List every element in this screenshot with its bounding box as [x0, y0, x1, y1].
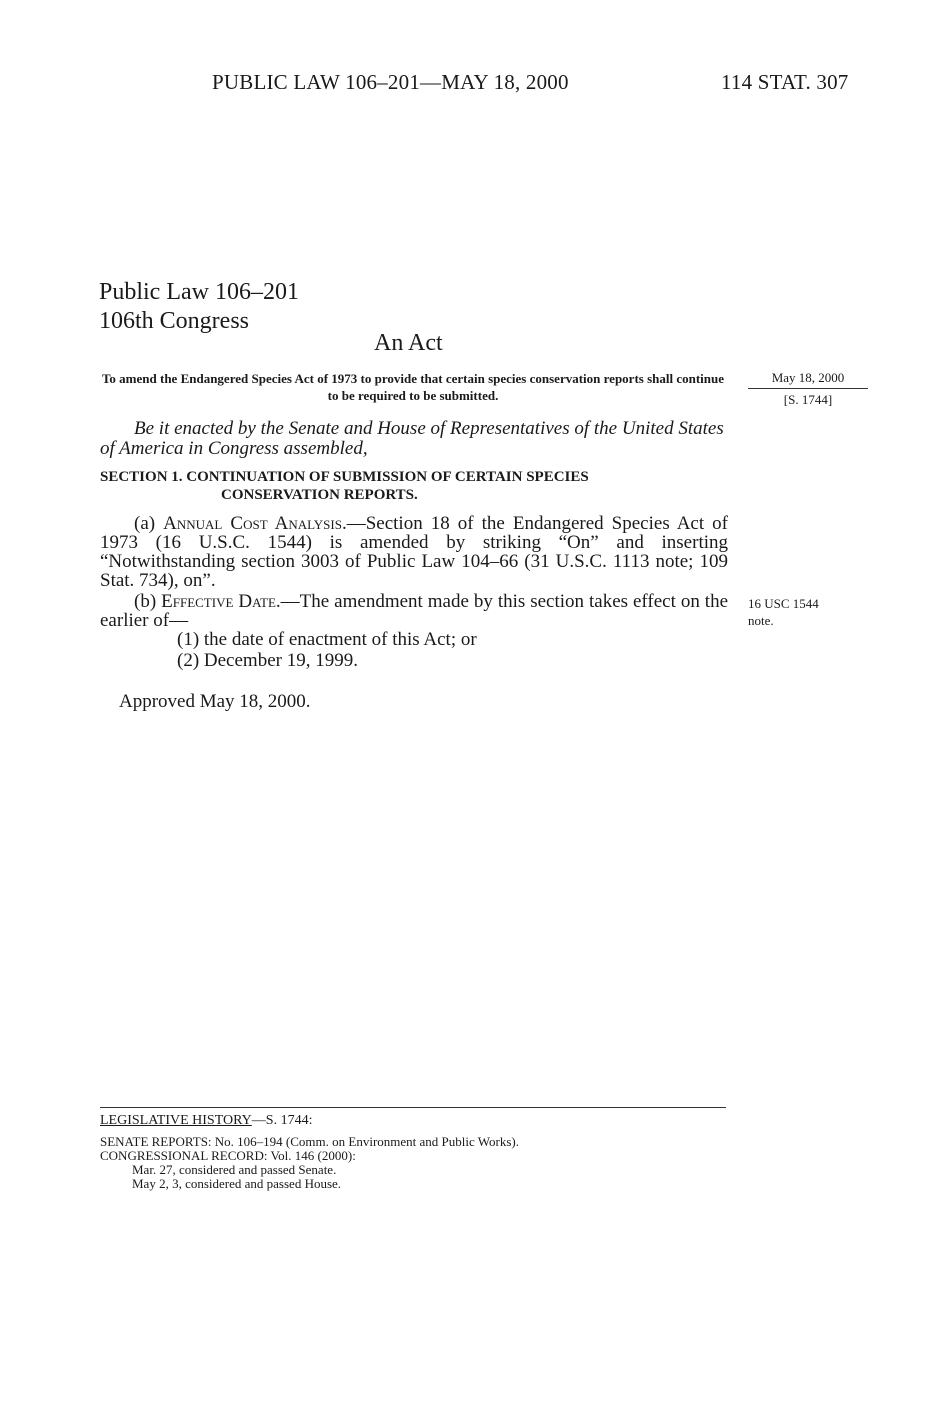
congress-number: 106th Congress: [99, 308, 249, 334]
law-title-block: [99, 278, 299, 336]
section-heading: [100, 468, 728, 504]
usc-note-line1: 16 USC 1544: [748, 596, 819, 611]
margin-date-block: [748, 370, 868, 408]
subsection-b-heading: Effective Date: [161, 591, 276, 612]
effective-date-item-2: (2) December 19, 1999.: [177, 650, 358, 671]
running-head-right: 114 STAT. 307: [721, 70, 849, 94]
subsection-b-text: .—The amendment made by this section takes effect on the earlier of—: [100, 591, 729, 631]
legislative-history-title-underlined: LEGISLATIVE HISTORY: [100, 1113, 252, 1128]
act-purpose: To amend the Endangered Species Act of 1973 to provide that certain species conservation reports shall continue to be required to be submitted.: [101, 371, 725, 403]
subsection-a-heading: Annual Cost Analysis: [163, 513, 342, 534]
history-entry-senate: Mar. 27, considered and passed Senate.: [132, 1162, 337, 1177]
approval-line: Approved May 18, 2000.: [119, 691, 311, 712]
act-heading: An Act: [374, 330, 443, 356]
section-heading-line2: CONSERVATION REPORTS.: [221, 487, 418, 503]
congressional-record: CONGRESSIONAL RECORD: Vol. 146 (2000):: [100, 1148, 356, 1163]
senate-reports: SENATE REPORTS: No. 106–194 (Comm. on Environment and Public Works).: [100, 1134, 519, 1149]
history-entry-house: May 2, 3, considered and passed House.: [132, 1176, 342, 1191]
legislative-history-title-rest: —S. 1744:: [251, 1113, 313, 1128]
legislative-history-title: [100, 1114, 519, 1128]
usc-note-line2: note.: [748, 613, 774, 628]
enactment-date: May 18, 2000: [748, 370, 868, 389]
usc-margin-note: [748, 595, 819, 629]
running-head-left: PUBLIC LAW 106–201—MAY 18, 2000: [212, 70, 569, 94]
enacting-clause: Be it enacted by the Senate and House of Representatives of the United States of America in Congress assembled,: [100, 418, 724, 459]
subsection-a: [100, 514, 728, 590]
subsection-a-prefix: (a): [134, 513, 164, 534]
history-divider: [100, 1107, 726, 1108]
subsection-b-prefix: (b): [134, 591, 162, 612]
legislative-history: [100, 1114, 519, 1191]
bill-number: [S. 1744]: [783, 392, 833, 407]
subsection-b: [100, 592, 728, 630]
effective-date-item-1: (1) the date of enactment of this Act; or: [177, 629, 477, 650]
public-law-number: Public Law 106–201: [99, 279, 299, 305]
section-heading-line1: SECTION 1. CONTINUATION OF SUBMISSION OF CERTAIN SPECIES: [100, 469, 589, 485]
subsection-a-text: .—Section 18 of the Endangered Species Act of 1973 (16 U.S.C. 1544) is amended by striking “On” and inserting “Notwithstanding section 3003 of Public Law 104–66 (31 U.S.C. 1113 note; 109 Stat. 734), on”.: [100, 513, 729, 591]
